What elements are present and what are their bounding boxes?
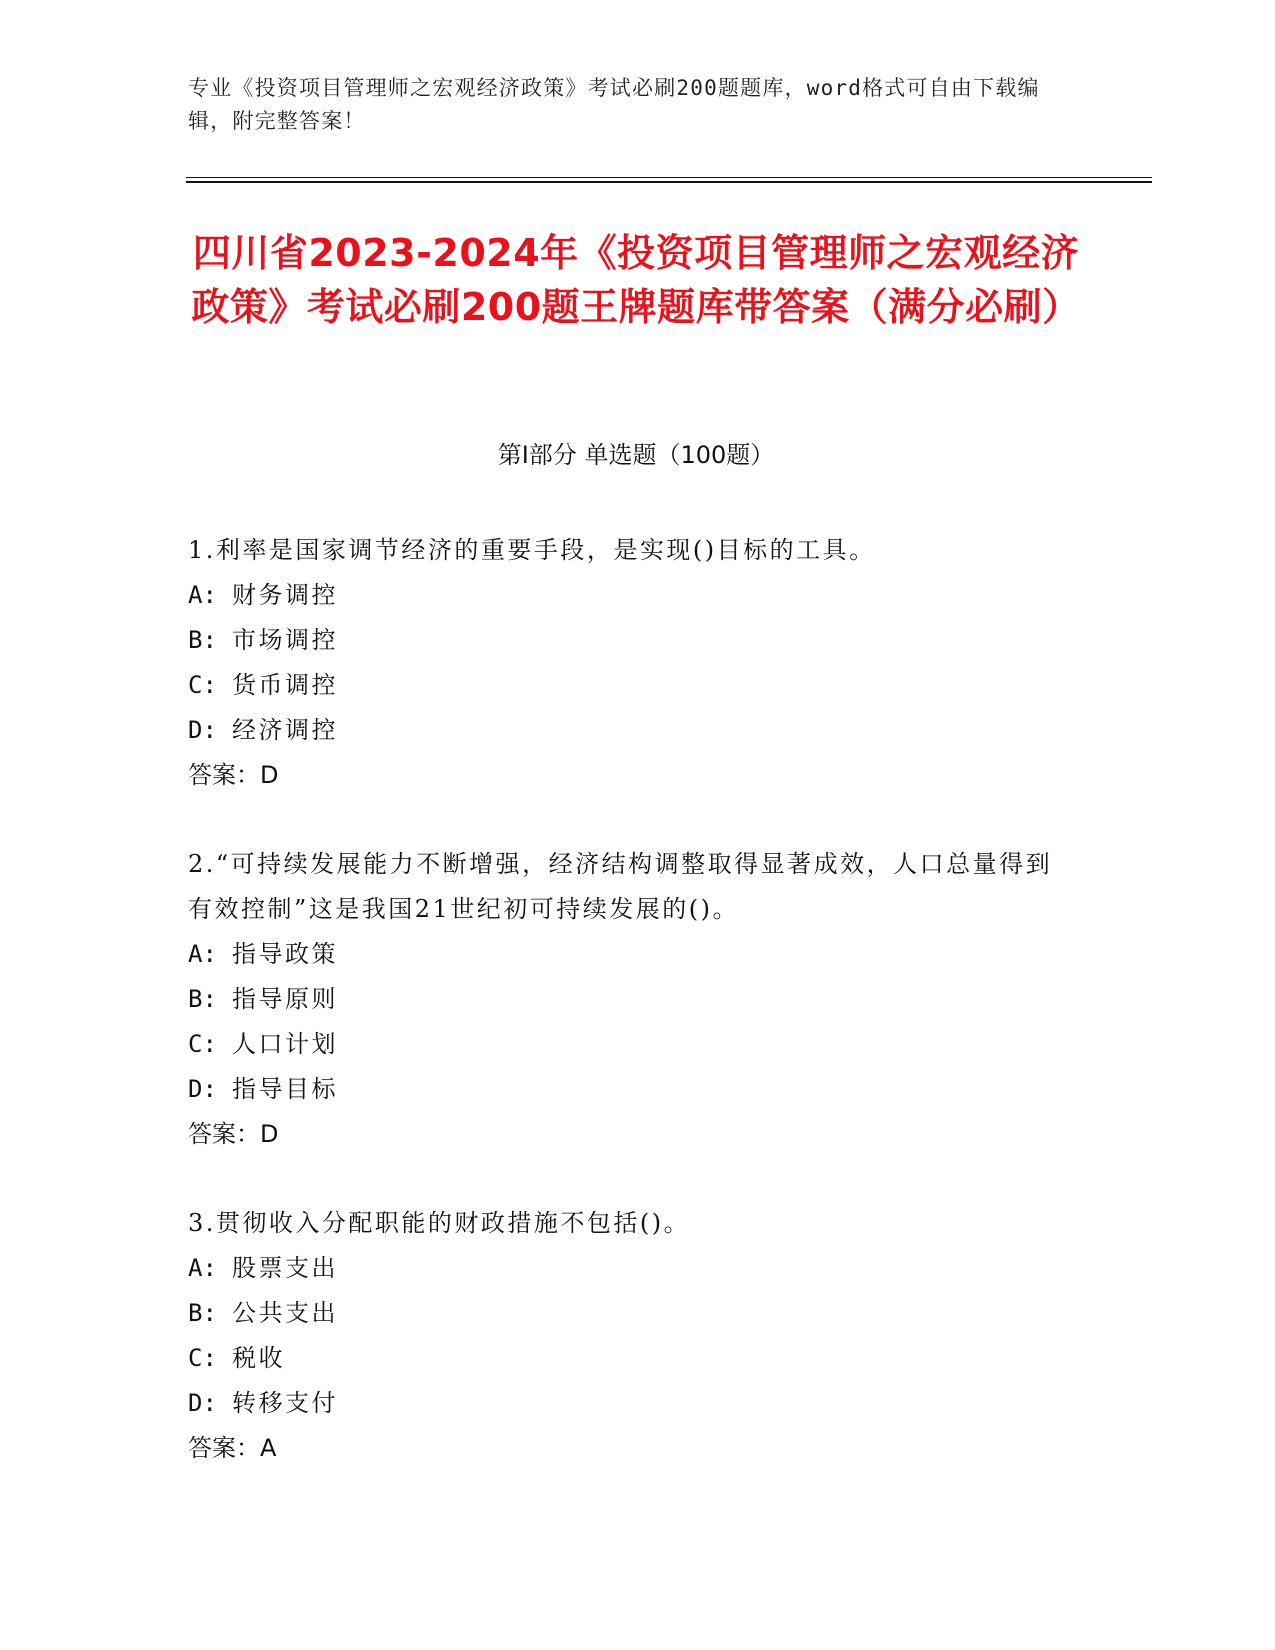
question-text: 3.贯彻收入分配职能的财政措施不包括()。 xyxy=(188,1209,691,1237)
option-b xyxy=(188,977,1068,1022)
option-text: 公共支出 xyxy=(232,1299,338,1327)
option-a xyxy=(188,1246,1068,1291)
header-divider-thin xyxy=(186,177,1152,178)
option-text: 经济调控 xyxy=(232,716,338,744)
question-1 xyxy=(188,528,1068,798)
section-title: 第I部分 单选题（100题） xyxy=(497,441,775,469)
option-d xyxy=(188,1381,1068,1426)
question-list xyxy=(188,528,1068,1515)
question-3 xyxy=(188,1201,1068,1471)
header-note: 专业《投资项目管理师之宏观经济政策》考试必刷200题题库，word格式可自由下载编辑，附完整答案！ xyxy=(188,76,1040,133)
option-text: 市场调控 xyxy=(232,626,338,654)
option-text: 转移支付 xyxy=(232,1389,338,1417)
option-text: 指导原则 xyxy=(232,985,338,1013)
option-key: A: xyxy=(188,940,217,968)
option-d xyxy=(188,708,1068,753)
option-key: C: xyxy=(188,671,217,699)
answer-line: 答案：A xyxy=(188,1434,277,1462)
option-key: A: xyxy=(188,581,217,609)
answer-line: 答案：D xyxy=(188,1120,279,1148)
option-text: 税收 xyxy=(232,1344,285,1372)
option-a xyxy=(188,932,1068,977)
option-d xyxy=(188,1067,1068,1112)
option-b xyxy=(188,1291,1068,1336)
option-b xyxy=(188,618,1068,663)
option-c xyxy=(188,1022,1068,1067)
option-key: C: xyxy=(188,1030,217,1058)
question-2 xyxy=(188,842,1068,1157)
option-c xyxy=(188,1336,1068,1381)
header-divider-thick xyxy=(186,181,1152,183)
option-key: B: xyxy=(188,626,217,654)
option-key: C: xyxy=(188,1344,217,1372)
option-text: 货币调控 xyxy=(232,671,338,699)
document-title: 四川省2023-2024年《投资项目管理师之宏观经济政策》考试必刷200题王牌题库带答案（满分必刷） xyxy=(191,231,1081,329)
option-text: 人口计划 xyxy=(232,1030,338,1058)
option-key: B: xyxy=(188,985,217,1013)
question-text: 1.利率是国家调节经济的重要手段，是实现()目标的工具。 xyxy=(188,536,876,564)
option-key: B: xyxy=(188,1299,217,1327)
option-key: D: xyxy=(188,716,217,744)
option-text: 指导政策 xyxy=(232,940,338,968)
option-key: D: xyxy=(188,1075,217,1103)
option-key: D: xyxy=(188,1389,217,1417)
answer-line: 答案：D xyxy=(188,761,279,789)
option-key: A: xyxy=(188,1254,217,1282)
option-text: 财务调控 xyxy=(232,581,338,609)
option-text: 股票支出 xyxy=(232,1254,338,1282)
option-c xyxy=(188,663,1068,708)
option-text: 指导目标 xyxy=(232,1075,338,1103)
option-a xyxy=(188,573,1068,618)
question-text: 2.“可持续发展能力不断增强，经济结构调整取得显著成效，人口总量得到有效控制”这是我国21世纪初可持续发展的()。 xyxy=(188,850,1053,923)
